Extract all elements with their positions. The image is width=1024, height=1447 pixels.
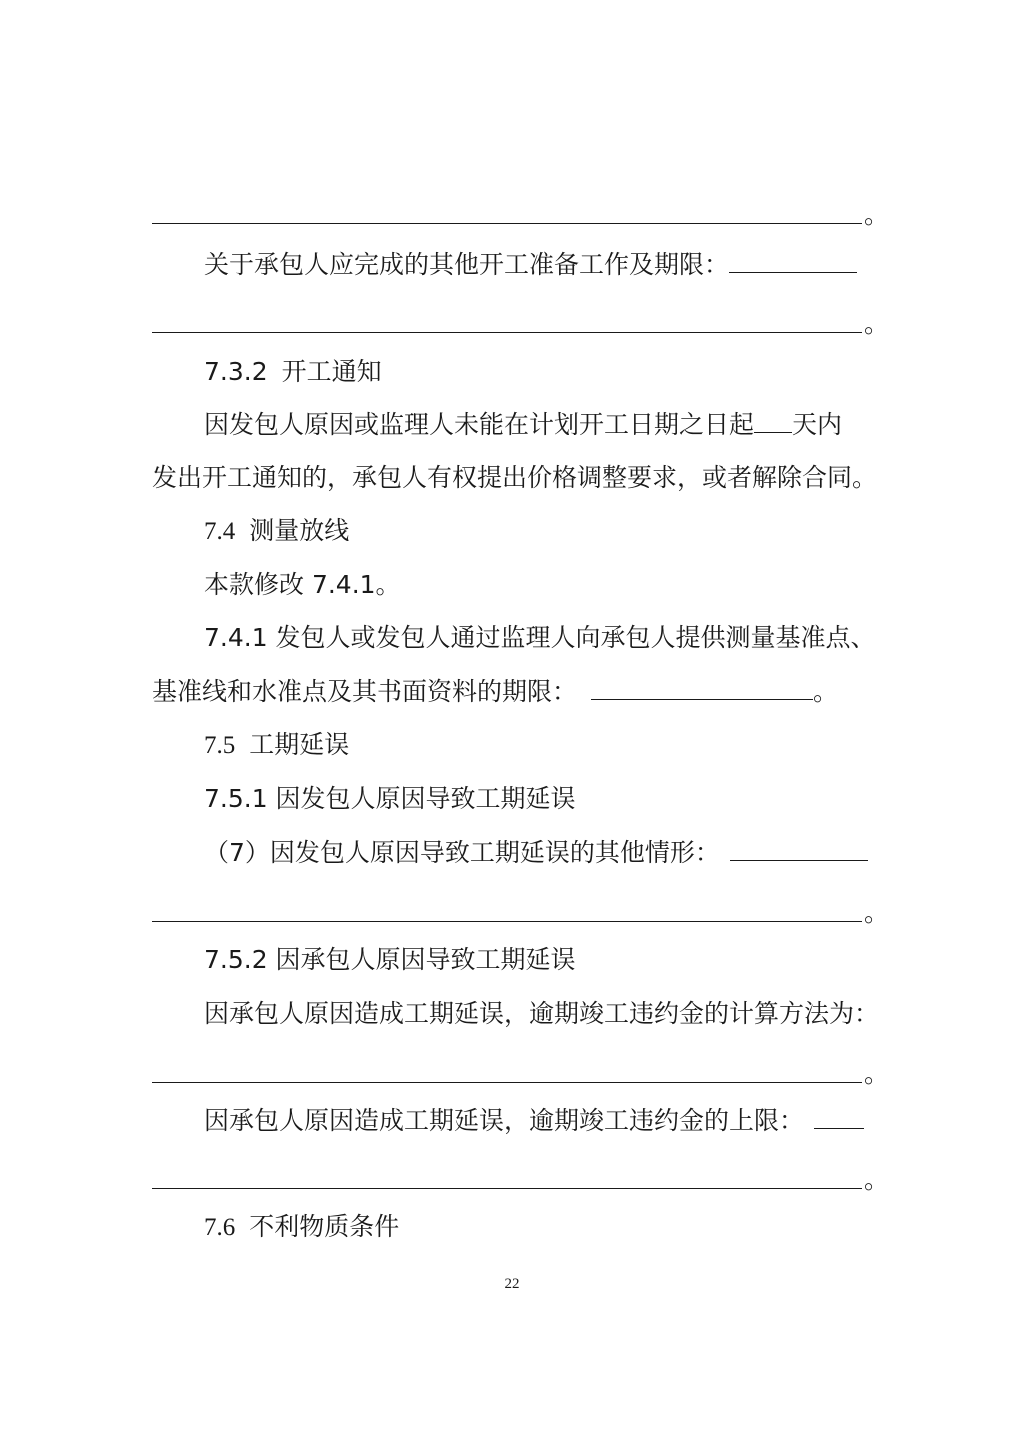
section-title: 不利物质条件: [249, 1212, 400, 1241]
clause-7-4-1-continuation: [152, 675, 838, 709]
fill-in-blank[interactable]: [814, 1104, 864, 1129]
fill-in-blank[interactable]: [729, 248, 857, 273]
fill-in-blank[interactable]: [730, 836, 868, 861]
section-heading-7-3-2: [204, 355, 382, 389]
section-heading-7-5: [204, 728, 349, 763]
paragraph-text: 本款修改 7.4.1。: [204, 570, 401, 599]
start-notice-paragraph: [204, 408, 842, 442]
period-mark: 。: [864, 309, 890, 338]
section-title: 工期延误: [249, 730, 350, 759]
section-number: 7.3.2: [204, 357, 268, 386]
section-number: 7.5: [204, 732, 236, 759]
paragraph-text: 因承包人原因造成工期延误，逾期竣工违约金的计算方法为：: [204, 999, 880, 1028]
paragraph-text: （7）因发包人原因导致工期延误的其他情形：: [204, 838, 720, 867]
page-number: 22: [504, 1276, 520, 1292]
paragraph-text: 因承包人原因造成工期延误，逾期竣工违约金的上限：: [204, 1106, 805, 1135]
section-title: 测量放线: [249, 516, 350, 545]
section-title: 开工通知: [281, 357, 382, 386]
fill-in-blank[interactable]: [591, 675, 813, 700]
penalty-cap-paragraph: [204, 1104, 864, 1138]
clause-7-4-1: [204, 621, 876, 655]
paragraph-text: 因发包人原因或监理人未能在计划开工日期之日起: [204, 410, 755, 439]
paragraph-continuation: [152, 461, 877, 495]
amendment-note: [204, 568, 401, 602]
period-mark: 。: [864, 1059, 890, 1088]
section-heading-7-5-1: [204, 782, 576, 816]
prep-work-label: 关于承包人应完成的其他开工准备工作及期限：: [204, 250, 730, 279]
paragraph-text: 7.5.2 因承包人原因导致工期延误: [204, 945, 576, 974]
section-number: 7.6: [204, 1214, 236, 1241]
other-delay-item: [204, 836, 868, 870]
paragraph-text: 天内: [792, 410, 843, 439]
paragraph-text: 发出开工通知的，承包人有权提出价格调整要求，或者解除合同。: [152, 463, 878, 492]
period-mark: 。: [864, 200, 890, 229]
days-blank[interactable]: [754, 408, 792, 433]
section-heading-7-4: [204, 514, 349, 549]
prep-work-paragraph: [204, 248, 857, 282]
paragraph-text: 7.4.1 发包人或发包人通过监理人向承包人提供测量基准点、: [204, 623, 876, 652]
section-number: 7.4: [204, 518, 236, 545]
period-mark: 。: [864, 1165, 890, 1194]
period-mark: 。: [813, 677, 839, 706]
period-mark: 。: [864, 898, 890, 927]
section-heading-7-6: [204, 1210, 399, 1245]
paragraph-text: 7.5.1 因发包人原因导致工期延误: [204, 784, 576, 813]
section-heading-7-5-2: [204, 943, 576, 977]
paragraph-text: 基准线和水准点及其书面资料的期限：: [152, 677, 578, 706]
penalty-method-paragraph: [204, 997, 879, 1031]
